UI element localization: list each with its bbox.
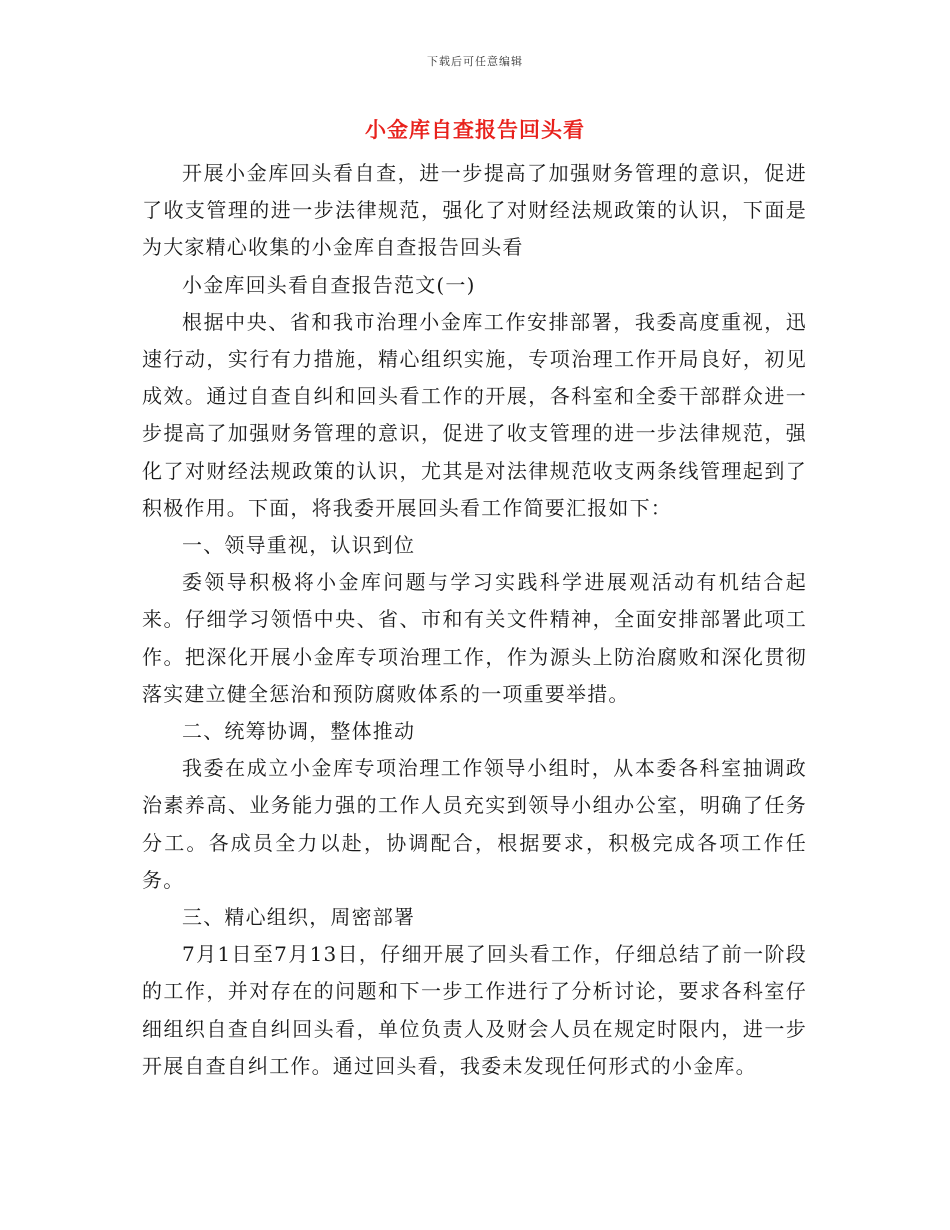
page-header: 下载后可任意编辑 (427, 55, 523, 68)
section-heading-3: 三、精心组织，周密部署 (182, 905, 416, 930)
body-paragraph: 委领导积极将小金库问题与学习实践科学进展观活动有机结合起来。仔细学习领悟中央、省、市和有关文件精神，全面安排部署此项工作。把深化开展小金库专项治理工作，作为源头上防治腐败和深化贯彻落实建立健全惩治和预防腐败体系的一项重要举措。 (142, 570, 807, 706)
body-paragraph: 7月1日至7月13日，仔细开展了回头看工作，仔细总结了前一阶段的工作，并对存在的问题和下一步工作进行了分析讨论，要求各科室仔细组织自查自纠回头看，单位负责人及财会人员在规定时限内，进一步开展自查自纠工作。通过回头看，我委未发现任何形式的小金库。 (142, 942, 807, 1078)
intro-paragraph: 开展小金库回头看自查，进一步提高了加强财务管理的意识，促进了收支管理的进一步法律规范，强化了对财经法规政策的认识，下面是为大家精心收集的小金库自查报告回头看 (142, 161, 807, 260)
body-paragraph: 我委在成立小金库专项治理工作领导小组时，从本委各科室抽调政治素养高、业务能力强的工作人员充实到领导小组办公室，明确了任务分工。各成员全力以赴，协调配合，根据要求，积极完成各项工作任务。 (142, 756, 807, 892)
section-subtitle: 小金库回头看自查报告范文(一) (182, 272, 476, 297)
document-body (142, 155, 807, 1085)
document-title: 小金库自查报告回头看 (365, 117, 585, 142)
section-heading-2: 二、统筹协调，整体推动 (182, 719, 416, 744)
body-paragraph: 根据中央、省和我市治理小金库工作安排部署，我委高度重视，迅速行动，实行有力措施，精心组织实施，专项治理工作开局良好，初见成效。通过自查自纠和回头看工作的开展，各科室和全委干部群众进一步提高了加强财务管理的意识，促进了收支管理的进一步法律规范，强化了对财经法规政策的认识，尤其是对法律规范收支两条线管理起到了积极作用。下面，将我委开展回头看工作简要汇报如下： (142, 309, 807, 520)
section-heading-1: 一、领导重视，认识到位 (182, 533, 416, 558)
